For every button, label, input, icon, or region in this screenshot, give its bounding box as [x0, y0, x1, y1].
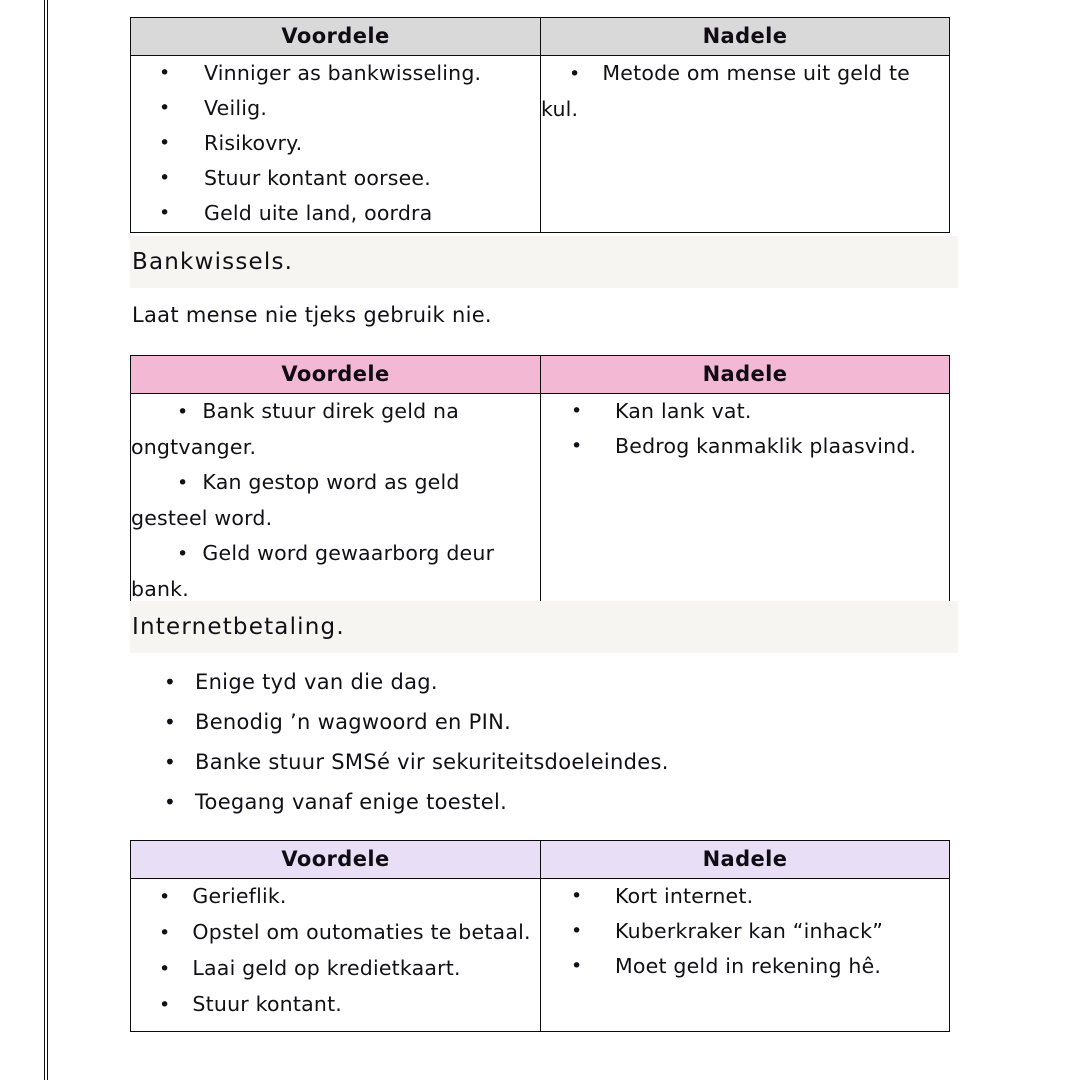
list-block-internetbetaling [130, 662, 669, 822]
list-item: • Geld word gewaarborg deur bank. [131, 536, 540, 607]
list-item: • Opstel om outomaties te betaal. [131, 915, 540, 951]
list-item: • Moet geld in rekening hê. [541, 949, 949, 984]
table-header-row [131, 18, 950, 56]
list-item: • Kan lank vat. [541, 394, 949, 429]
cell-nadele [541, 879, 950, 1032]
column-header-nadele: Nadele [541, 841, 950, 879]
list-item: • Metode om mense uit geld te kul. [541, 56, 949, 127]
paragraph-text: Laat mense nie tjeks gebruik nie. [132, 303, 492, 327]
list-item: • Kan gestop word as geld gesteel word. [131, 465, 540, 536]
table-block-kontant-oorplasing [130, 17, 950, 233]
cell-voordele [131, 879, 541, 1032]
list-item: • Benodig ’n wagwoord en PIN. [130, 702, 669, 742]
column-header-voordele: Voordele [131, 841, 541, 879]
list-item: • Bank stuur direk geld na ongtvanger. [131, 394, 540, 465]
document-page [130, 0, 960, 1080]
nadele-list [541, 394, 949, 464]
list-item: • Gerieflik. [131, 879, 540, 915]
list-item: • Kort internet. [541, 879, 949, 914]
list-item: • Kuberkraker kan “inhack” [541, 914, 949, 949]
internetbetaling-list [130, 662, 669, 822]
list-item: • Vinniger as bankwisseling. [131, 56, 540, 91]
section-heading: Internetbetaling. [130, 601, 958, 653]
voordele-list [131, 879, 540, 1023]
page-margin-rule [44, 0, 48, 1080]
cell-nadele [541, 56, 950, 233]
column-header-nadele: Nadele [541, 18, 950, 56]
list-item: • Geld uite land, oordra [131, 196, 540, 231]
nadele-list [541, 879, 949, 984]
table-block-internetbetaling [130, 840, 950, 1032]
list-item: • Bedrog kanmaklik plaasvind. [541, 429, 949, 464]
column-header-voordele: Voordele [131, 356, 541, 394]
table-row [131, 394, 950, 608]
voordele-list [131, 394, 540, 607]
list-item: • Veilig. [131, 91, 540, 126]
list-item: • Enige tyd van die dag. [130, 662, 669, 702]
comparison-table-3 [130, 840, 950, 1032]
cell-voordele [131, 394, 541, 608]
nadele-list [541, 56, 949, 127]
list-item: • Laai geld op kredietkaart. [131, 951, 540, 987]
list-item: • Stuur kontant. [131, 987, 540, 1023]
paragraph-block [130, 303, 492, 327]
section-heading: Bankwissels. [130, 236, 958, 288]
table-header-row [131, 841, 950, 879]
table-row [131, 879, 950, 1032]
table-header-row [131, 356, 950, 394]
voordele-list [131, 56, 540, 231]
list-item: • Toegang vanaf enige toestel. [130, 782, 669, 822]
cell-nadele [541, 394, 950, 608]
table-block-bankwissels [130, 355, 950, 608]
comparison-table-1 [130, 17, 950, 233]
list-item: • Banke stuur SMSé vir sekuriteitsdoeleindes. [130, 742, 669, 782]
list-item: • Stuur kontant oorsee. [131, 161, 540, 196]
column-header-voordele: Voordele [131, 18, 541, 56]
comparison-table-2 [130, 355, 950, 608]
heading-band-internetbetaling [130, 601, 958, 653]
list-item: • Risikovry. [131, 126, 540, 161]
column-header-nadele: Nadele [541, 356, 950, 394]
table-row [131, 56, 950, 233]
cell-voordele [131, 56, 541, 233]
heading-band-bankwissels [130, 236, 958, 288]
